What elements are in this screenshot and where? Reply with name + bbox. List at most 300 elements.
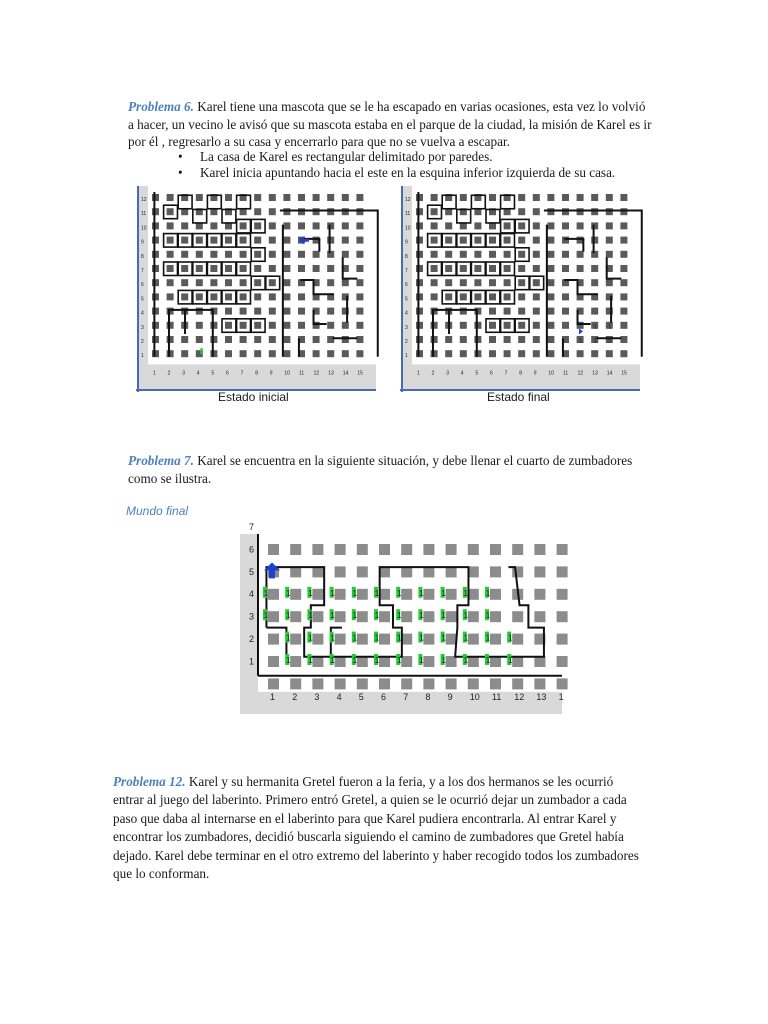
grid-block [342,279,349,286]
beeper-count-label: 1 [308,656,313,665]
grid-block [577,350,584,357]
grid-block [416,222,423,229]
grid-block [401,544,412,555]
grid-block [591,222,598,229]
grid-block [240,350,247,357]
bullet-dot: • [178,149,183,164]
grid-block [416,208,423,215]
grid-block [489,336,496,343]
grid-block [547,208,554,215]
grid-block [460,308,467,315]
grid-block [335,634,346,645]
grid-block [591,308,598,315]
grid-block [460,251,467,258]
beeper-count-label: 1 [286,611,291,621]
grid-block [533,222,540,229]
grid-block [620,208,627,215]
grid-block [533,279,540,286]
beeper-count-label: 1 [374,611,380,621]
grid-block [283,194,290,201]
problem12-line-5: dejado. Karel debe terminar en el otro extremo del laberinto y haber recogido todos los zumbadores [113,847,639,863]
grid-block [591,208,598,215]
x-tick-label: 4 [460,370,464,377]
grid-block [268,611,279,622]
grid-block [225,251,232,258]
grid-block [167,350,174,357]
grid-block [254,322,261,329]
x-tick-label: 4 [336,692,342,702]
grid-block [356,222,363,229]
x-tick-label: 8 [425,692,431,702]
y-tick-label: 7 [141,268,144,274]
grid-block [591,194,598,201]
grid-block [533,251,540,258]
y-tick-label: 7 [405,268,408,274]
y-tick-label: 12 [405,197,411,203]
grid-block [290,611,301,622]
grid-block [298,322,305,329]
beeper-count-label: 1 [419,588,424,598]
grid-block [181,350,188,357]
grid-block [416,265,423,272]
beeper-count-label: 1 [485,656,491,665]
problem7-line-2: como se ilustra. [128,470,212,486]
beeper-count-label: 1 [397,656,402,665]
grid-block [533,350,540,357]
grid-block [620,237,627,244]
beeper-count-label: 1 [286,656,291,665]
grid-block [356,265,363,272]
grid-block [460,279,467,286]
grid-block [512,634,523,645]
grid-block [460,265,467,272]
grid-block [533,293,540,300]
grid-block [620,222,627,229]
grid-block [547,308,554,315]
grid-block [152,322,159,329]
grid-block [490,611,501,622]
grid-block [557,589,568,600]
beeper-count-label: 1 [485,611,491,621]
grid-block [489,265,496,272]
grid-block [210,293,217,300]
problem6-title: Problema 6. [128,99,194,114]
grid-block [240,279,247,286]
grid-block [290,544,301,555]
problem12-line-1: Karel y su hermanita Gretel fueron a la feria, y a los dos hermanos se les ocurrió [188,774,614,789]
grid-block [225,279,232,286]
grid-block [489,322,496,329]
y-tick-label: 7 [249,522,255,532]
grid-block [562,293,569,300]
grid-block [557,566,568,577]
grid-block [620,251,627,258]
grid-block [591,279,598,286]
grid-block [357,589,368,600]
grid-block [547,350,554,357]
grid-block [357,634,368,645]
beeper-count-label: 1 [463,656,469,665]
grid-block [562,222,569,229]
x-tick-label: 13 [592,370,598,377]
y-axis-strip [240,534,258,714]
y-tick-label: 5 [249,566,255,577]
grid-block [225,322,232,329]
grid-block [312,678,323,689]
x-tick-label: 2 [431,370,435,377]
grid-block [518,237,525,244]
grid-block [460,237,467,244]
grid-block [327,222,334,229]
y-tick-label: 8 [405,253,408,260]
beeper-count-label: 1 [593,338,597,345]
grid-block [290,656,301,667]
grid-block [557,611,568,622]
grid-block [225,265,232,272]
x-tick-label: 1 [417,370,420,377]
grid-block [167,336,174,343]
beeper-count-label: 1 [508,656,513,665]
y-tick-label: 6 [249,544,255,555]
grid-block [518,222,525,229]
grid-block [225,350,232,357]
grid-block [431,279,438,286]
beeper-count-label: 1 [441,656,446,665]
grid-block [591,265,598,272]
problem6-text [128,98,688,151]
x-tick-label: 1 [558,692,564,702]
grid-block [474,237,481,244]
beeper-count-label: 1 [419,656,424,665]
grid-block [356,336,363,343]
y-tick-label: 3 [249,611,255,622]
grid-block [468,678,479,689]
grid-block [210,336,217,343]
x-tick-label: 10 [469,692,480,702]
problem7-title: Problema 7. [128,453,194,468]
grid-block [181,265,188,272]
grid-block [490,678,501,689]
grid-block [313,251,320,258]
x-tick-label: 6 [490,370,493,377]
grid-block [474,222,481,229]
grid-block [290,634,301,645]
y-tick-label: 2 [141,339,144,345]
beeper-count-label: 1 [441,588,446,598]
grid-block [620,336,627,343]
grid-block [152,293,159,300]
grid-block [577,265,584,272]
grid-block [518,350,525,357]
grid-block [210,279,217,286]
grid-block [327,322,334,329]
grid-block [152,279,159,286]
grid-block [254,194,261,201]
grid-block [547,251,554,258]
grid-block [268,544,279,555]
grid-block [431,194,438,201]
beeper-count-label: 1 [330,611,335,621]
grid-block [431,322,438,329]
grid-block [379,544,390,555]
grid-block [283,251,290,258]
grid-block [298,265,305,272]
grid-block [357,544,368,555]
grid-block [254,265,261,272]
grid-block [283,237,290,244]
grid-block [210,237,217,244]
grid-block [210,251,217,258]
grid-block [342,322,349,329]
grid-block [591,237,598,244]
grid-block [167,322,174,329]
y-tick-label: 4 [249,589,255,600]
grid-block [446,678,457,689]
beeper-count-label: 1 [330,588,335,598]
grid-block [562,251,569,258]
grid-block [356,208,363,215]
grid-block [196,308,203,315]
grid-block [357,678,368,689]
grid-block [431,251,438,258]
x-tick-label: 10 [284,370,290,377]
grid-block [533,194,540,201]
beeper-count-label: 1 [578,338,583,345]
grid-block [416,279,423,286]
grid-block [591,251,598,258]
x-tick-label: 11 [299,370,305,377]
grid-block [534,678,545,689]
grid-block [533,308,540,315]
grid-block [557,634,568,645]
grid-block [620,279,627,286]
grid-block [504,237,511,244]
karel-world-final [400,186,640,392]
grid-block [518,279,525,286]
beeper-count-label: 1 [308,633,313,643]
grid-block [240,237,247,244]
problem12-title: Problema 12. [113,774,186,789]
x-tick-label: 1 [270,692,276,702]
grid-block [167,194,174,201]
grid-block [210,350,217,357]
grid-block [489,308,496,315]
grid-block [446,611,457,622]
grid-block [533,336,540,343]
grid-block [504,336,511,343]
grid-block [254,293,261,300]
x-tick-label: 3 [314,692,320,702]
grid-block [283,265,290,272]
grid-block [225,293,232,300]
grid-block [327,194,334,201]
x-tick-label: 15 [621,370,627,377]
y-tick-label: 11 [405,211,411,218]
x-tick-label: 8 [519,370,522,377]
grid-block [181,336,188,343]
grid-block [562,194,569,201]
grid-block [335,611,346,622]
problem6-line-1: Karel tiene una mascota que se le ha escapado en varias ocasiones, esta vez lo volvió [197,99,646,114]
grid-block [489,194,496,201]
grid-block [547,237,554,244]
grid-block [313,265,320,272]
grid-block [577,208,584,215]
grid-block [290,678,301,689]
grid-block [518,322,525,329]
grid-block [460,322,467,329]
grid-block [557,678,568,689]
grid-block [357,566,368,577]
grid-block [416,336,423,343]
grid-block [533,208,540,215]
beeper-count-label: 1 [508,633,513,643]
x-tick-label: 9 [269,370,273,377]
grid-block [240,322,247,329]
grid-block [268,656,279,667]
grid-block [606,279,613,286]
grid-block [533,265,540,272]
grid-block [342,208,349,215]
problem12-text [113,773,656,883]
problem12-line-3: paso que daba al internarse en el laberinto para que Karel pudiera encontrarla. Al entrar Karel y [113,810,617,826]
beeper-count-label: 1 [441,611,446,621]
beeper-count-label: 1 [397,588,402,598]
grid-block [518,336,525,343]
grid-block [225,237,232,244]
grid-block [210,265,217,272]
grid-block [298,308,305,315]
grid-block [620,293,627,300]
grid-block [518,251,525,258]
grid-block [533,322,540,329]
grid-block [431,336,438,343]
grid-block [460,293,467,300]
x-axis-strip [403,364,640,389]
grid-block [504,322,511,329]
grid-block [534,566,545,577]
grid-block [335,678,346,689]
x-tick-label: 5 [211,370,215,377]
grid-block [313,222,320,229]
grid-block [356,194,363,201]
grid-block [591,350,598,357]
grid-block [196,265,203,272]
beeper-count-label: 1 [397,633,402,643]
grid-block [379,678,390,689]
grid-block [416,194,423,201]
karel-world-initial [136,186,376,392]
bullet-text: Karel inicia apuntando hacia el este en la esquina inferior izquierda de su casa. [200,165,616,180]
beeper-count-label: 1 [330,633,335,643]
beeper-count-label: 1 [286,633,291,643]
grid-block [518,194,525,201]
grid-block [379,634,390,645]
x-tick-label: 4 [196,370,200,377]
grid-block [474,265,481,272]
beeper-count-label: 1 [463,611,469,621]
x-tick-label: 11 [492,692,502,702]
grid-block [416,237,423,244]
grid-block [446,634,457,645]
y-tick-label: 6 [141,282,144,289]
grid-block [489,237,496,244]
grid-block [342,237,349,244]
grid-block [254,208,261,215]
grid-block [283,350,290,357]
grid-block [313,208,320,215]
grid-block [490,589,501,600]
grid-block [416,350,423,357]
grid-block [490,566,501,577]
grid-block [577,194,584,201]
grid-block [423,678,434,689]
grid-block [620,194,627,201]
grid-block [445,251,452,258]
grid-block [327,237,334,244]
grid-block [445,336,452,343]
grid-block [416,251,423,258]
x-tick-label: 9 [447,692,453,702]
grid-block [225,194,232,201]
grid-block [283,222,290,229]
grid-block [196,322,203,329]
beeper-count-label: 1 [374,588,380,598]
beeper-count-label: 1 [352,633,358,643]
grid-block [269,336,276,343]
grid-block [152,350,159,357]
grid-block [431,350,438,357]
grid-block [620,308,627,315]
grid-block [356,237,363,244]
grid-block [468,544,479,555]
grid-block [225,308,232,315]
grid-block [283,322,290,329]
beeper-count-label: 1 [485,588,491,598]
grid-block [547,222,554,229]
grid-block [196,293,203,300]
grid-block [283,208,290,215]
grid-block [342,222,349,229]
grid-block [416,308,423,315]
x-tick-label: 6 [226,370,229,377]
grid-block [196,336,203,343]
y-tick-label: 9 [405,239,408,246]
grid-block [533,237,540,244]
y-tick-label: 1 [405,353,408,360]
grid-block [312,589,323,600]
grid-block [518,208,525,215]
grid-block [196,279,203,286]
grid-block [298,251,305,258]
grid-block [240,222,247,229]
grid-block [423,544,434,555]
y-tick-label: 8 [141,253,144,260]
grid-block [269,222,276,229]
grid-block [167,208,174,215]
grid-block [254,222,261,229]
grid-block [312,544,323,555]
grid-block [620,265,627,272]
grid-block [445,279,452,286]
grid-block [460,350,467,357]
grid-block [152,194,159,201]
grid-block [547,322,554,329]
grid-block [342,194,349,201]
grid-block [445,350,452,357]
grid-block [298,208,305,215]
grid-block [489,350,496,357]
